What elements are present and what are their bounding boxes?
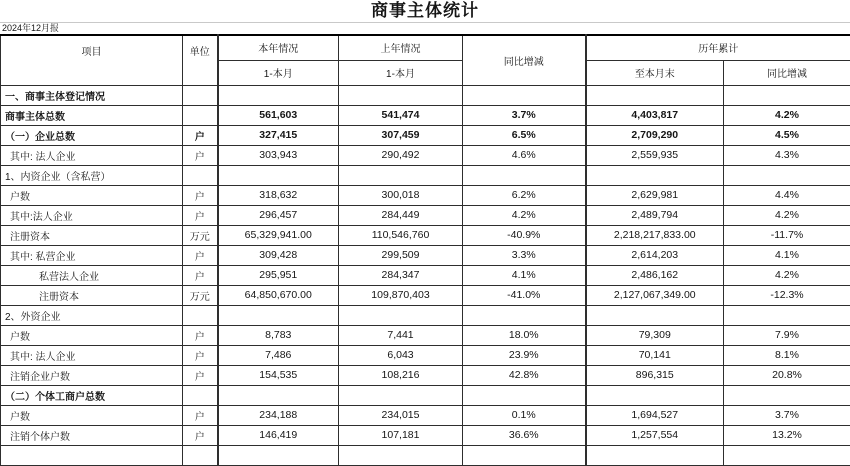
- cumulative-cell: 2,486,162: [586, 265, 724, 285]
- unit-cell: [183, 445, 218, 465]
- col-subheader-last-year-range: 1-本月: [339, 60, 463, 85]
- previous-year-cell: 110,546,760: [339, 225, 463, 245]
- previous-year-cell: 284,449: [339, 205, 463, 225]
- cumulative-yoy-cell: -12.3%: [724, 285, 850, 305]
- previous-year-cell: 541,474: [339, 105, 463, 125]
- col-subheader-cumulative-end: 至本月末: [586, 60, 724, 85]
- item-cell: 户数: [1, 185, 183, 205]
- table-row: [1, 305, 850, 325]
- yoy-cell: [463, 165, 586, 185]
- previous-year-cell: 7,441: [339, 325, 463, 345]
- cumulative-cell: 2,559,935: [586, 145, 724, 165]
- yoy-cell: -41.0%: [463, 285, 586, 305]
- table-row: [1, 85, 850, 105]
- unit-cell: 户: [183, 245, 218, 265]
- unit-cell: [183, 305, 218, 325]
- item-cell: 注销个体户数: [1, 425, 183, 445]
- item-cell: 2、外资企业: [1, 305, 183, 325]
- item-cell: 注销企业户数: [1, 365, 183, 385]
- cumulative-cell: 1,257,554: [586, 425, 724, 445]
- cumulative-cell: 2,127,067,349.00: [586, 285, 724, 305]
- unit-cell: 户: [183, 345, 218, 365]
- cumulative-cell: 2,614,203: [586, 245, 724, 265]
- unit-cell: [183, 85, 218, 105]
- yoy-cell: 23.9%: [463, 345, 586, 365]
- cumulative-cell: 4,403,817: [586, 105, 724, 125]
- unit-cell: 户: [183, 125, 218, 145]
- yoy-cell: 6.2%: [463, 185, 586, 205]
- cumulative-cell: 1,694,527: [586, 405, 724, 425]
- current-year-cell: 309,428: [218, 245, 339, 265]
- current-year-cell: 64,850,670.00: [218, 285, 339, 305]
- cumulative-yoy-cell: 3.7%: [724, 405, 850, 425]
- yoy-cell: [463, 385, 586, 405]
- unit-cell: 户: [183, 405, 218, 425]
- item-cell: （一）企业总数: [1, 125, 183, 145]
- cumulative-yoy-cell: 4.2%: [724, 105, 850, 125]
- unit-cell: 户: [183, 265, 218, 285]
- unit-cell: 万元: [183, 225, 218, 245]
- cumulative-yoy-cell: 20.8%: [724, 365, 850, 385]
- table-body: [1, 85, 850, 465]
- current-year-cell: 561,603: [218, 105, 339, 125]
- report-title: 商事主体统计: [0, 0, 850, 22]
- col-header-last-year: 上年情况: [339, 35, 463, 60]
- col-subheader-cumulative-yoy: 同比增减: [724, 60, 850, 85]
- yoy-cell: 3.7%: [463, 105, 586, 125]
- table-row: [1, 165, 850, 185]
- item-cell: [1, 445, 183, 465]
- yoy-cell: 3.3%: [463, 245, 586, 265]
- current-year-cell: 234,188: [218, 405, 339, 425]
- previous-year-cell: 107,181: [339, 425, 463, 445]
- statistics-table: [0, 34, 850, 466]
- item-cell: （二）个体工商户总数: [1, 385, 183, 405]
- cumulative-cell: [586, 165, 724, 185]
- item-cell: 户数: [1, 405, 183, 425]
- table-row: [1, 285, 850, 305]
- unit-cell: 户: [183, 325, 218, 345]
- table-header: [1, 35, 850, 85]
- previous-year-cell: 299,509: [339, 245, 463, 265]
- cumulative-cell: 2,629,981: [586, 185, 724, 205]
- cumulative-yoy-cell: [724, 385, 850, 405]
- previous-year-cell: [339, 385, 463, 405]
- current-year-cell: 146,419: [218, 425, 339, 445]
- cumulative-yoy-cell: 4.3%: [724, 145, 850, 165]
- yoy-cell: [463, 85, 586, 105]
- current-year-cell: [218, 305, 339, 325]
- yoy-cell: -40.9%: [463, 225, 586, 245]
- current-year-cell: 295,951: [218, 265, 339, 285]
- current-year-cell: 8,783: [218, 325, 339, 345]
- cumulative-cell: 2,218,217,833.00: [586, 225, 724, 245]
- col-header-this-year: 本年情况: [218, 35, 339, 60]
- current-year-cell: 7,486: [218, 345, 339, 365]
- table-row: [1, 145, 850, 165]
- current-year-cell: 303,943: [218, 145, 339, 165]
- current-year-cell: [218, 445, 339, 465]
- cumulative-cell: [586, 85, 724, 105]
- yoy-cell: 4.6%: [463, 145, 586, 165]
- current-year-cell: [218, 165, 339, 185]
- previous-year-cell: 6,043: [339, 345, 463, 365]
- cumulative-yoy-cell: 4.4%: [724, 185, 850, 205]
- previous-year-cell: 109,870,403: [339, 285, 463, 305]
- current-year-cell: 154,535: [218, 365, 339, 385]
- current-year-cell: 318,632: [218, 185, 339, 205]
- table-row: [1, 125, 850, 145]
- yoy-cell: 0.1%: [463, 405, 586, 425]
- cumulative-yoy-cell: [724, 165, 850, 185]
- unit-cell: [183, 105, 218, 125]
- cumulative-yoy-cell: 4.1%: [724, 245, 850, 265]
- cumulative-cell: [586, 445, 724, 465]
- unit-cell: 户: [183, 425, 218, 445]
- title-bar: [0, 0, 850, 23]
- col-header-yoy: 同比增减: [463, 35, 586, 85]
- cumulative-yoy-cell: 4.2%: [724, 205, 850, 225]
- item-cell: 其中: 私营企业: [1, 245, 183, 265]
- cumulative-cell: 896,315: [586, 365, 724, 385]
- yoy-cell: 4.1%: [463, 265, 586, 285]
- table-row: [1, 225, 850, 245]
- cumulative-yoy-cell: [724, 305, 850, 325]
- col-header-item: 项目: [1, 35, 183, 85]
- item-cell: 其中:法人企业: [1, 205, 183, 225]
- cumulative-yoy-cell: [724, 85, 850, 105]
- cumulative-yoy-cell: 13.2%: [724, 425, 850, 445]
- table-row: [1, 245, 850, 265]
- yoy-cell: [463, 305, 586, 325]
- cumulative-cell: 2,489,794: [586, 205, 724, 225]
- table-row: [1, 425, 850, 445]
- table-row: [1, 185, 850, 205]
- previous-year-cell: 307,459: [339, 125, 463, 145]
- yoy-cell: [463, 445, 586, 465]
- table-row: [1, 365, 850, 385]
- previous-year-cell: 284,347: [339, 265, 463, 285]
- table-row: [1, 405, 850, 425]
- previous-year-cell: [339, 445, 463, 465]
- unit-cell: [183, 385, 218, 405]
- unit-cell: 户: [183, 185, 218, 205]
- item-cell: 商事主体总数: [1, 105, 183, 125]
- cumulative-yoy-cell: -11.7%: [724, 225, 850, 245]
- current-year-cell: 296,457: [218, 205, 339, 225]
- yoy-cell: 36.6%: [463, 425, 586, 445]
- cumulative-yoy-cell: 8.1%: [724, 345, 850, 365]
- col-header-unit: 单位: [183, 35, 218, 85]
- previous-year-cell: 290,492: [339, 145, 463, 165]
- unit-cell: [183, 165, 218, 185]
- yoy-cell: 18.0%: [463, 325, 586, 345]
- table-row: [1, 205, 850, 225]
- yoy-cell: 6.5%: [463, 125, 586, 145]
- item-cell: 一、商事主体登记情况: [1, 85, 183, 105]
- previous-year-cell: [339, 165, 463, 185]
- previous-year-cell: 108,216: [339, 365, 463, 385]
- previous-year-cell: 234,015: [339, 405, 463, 425]
- cumulative-yoy-cell: [724, 445, 850, 465]
- yoy-cell: 42.8%: [463, 365, 586, 385]
- cumulative-yoy-cell: 4.5%: [724, 125, 850, 145]
- item-cell: 其中: 法人企业: [1, 145, 183, 165]
- item-cell: 1、内资企业（含私营）: [1, 165, 183, 185]
- table-row: [1, 265, 850, 285]
- table-row: [1, 325, 850, 345]
- cumulative-cell: 2,709,290: [586, 125, 724, 145]
- current-year-cell: [218, 385, 339, 405]
- col-subheader-this-year-range: 1-本月: [218, 60, 339, 85]
- previous-year-cell: [339, 305, 463, 325]
- table-row: [1, 385, 850, 405]
- table-row: [1, 105, 850, 125]
- previous-year-cell: [339, 85, 463, 105]
- unit-cell: 户: [183, 145, 218, 165]
- item-cell: 其中: 法人企业: [1, 345, 183, 365]
- col-header-cumulative: 历年累计: [586, 35, 850, 60]
- current-year-cell: 65,329,941.00: [218, 225, 339, 245]
- yoy-cell: 4.2%: [463, 205, 586, 225]
- item-cell: 户数: [1, 325, 183, 345]
- table-row: [1, 445, 850, 465]
- cumulative-cell: [586, 385, 724, 405]
- item-cell: 私营法人企业: [1, 265, 183, 285]
- cumulative-cell: [586, 305, 724, 325]
- unit-cell: 户: [183, 205, 218, 225]
- cumulative-cell: 70,141: [586, 345, 724, 365]
- current-year-cell: 327,415: [218, 125, 339, 145]
- cumulative-cell: 79,309: [586, 325, 724, 345]
- table-row: [1, 345, 850, 365]
- unit-cell: 户: [183, 365, 218, 385]
- item-cell: 注册资本: [1, 285, 183, 305]
- current-year-cell: [218, 85, 339, 105]
- item-cell: 注册资本: [1, 225, 183, 245]
- cumulative-yoy-cell: 4.2%: [724, 265, 850, 285]
- previous-year-cell: 300,018: [339, 185, 463, 205]
- unit-cell: 万元: [183, 285, 218, 305]
- report-period-label: 2024年12月报: [0, 23, 850, 34]
- cumulative-yoy-cell: 7.9%: [724, 325, 850, 345]
